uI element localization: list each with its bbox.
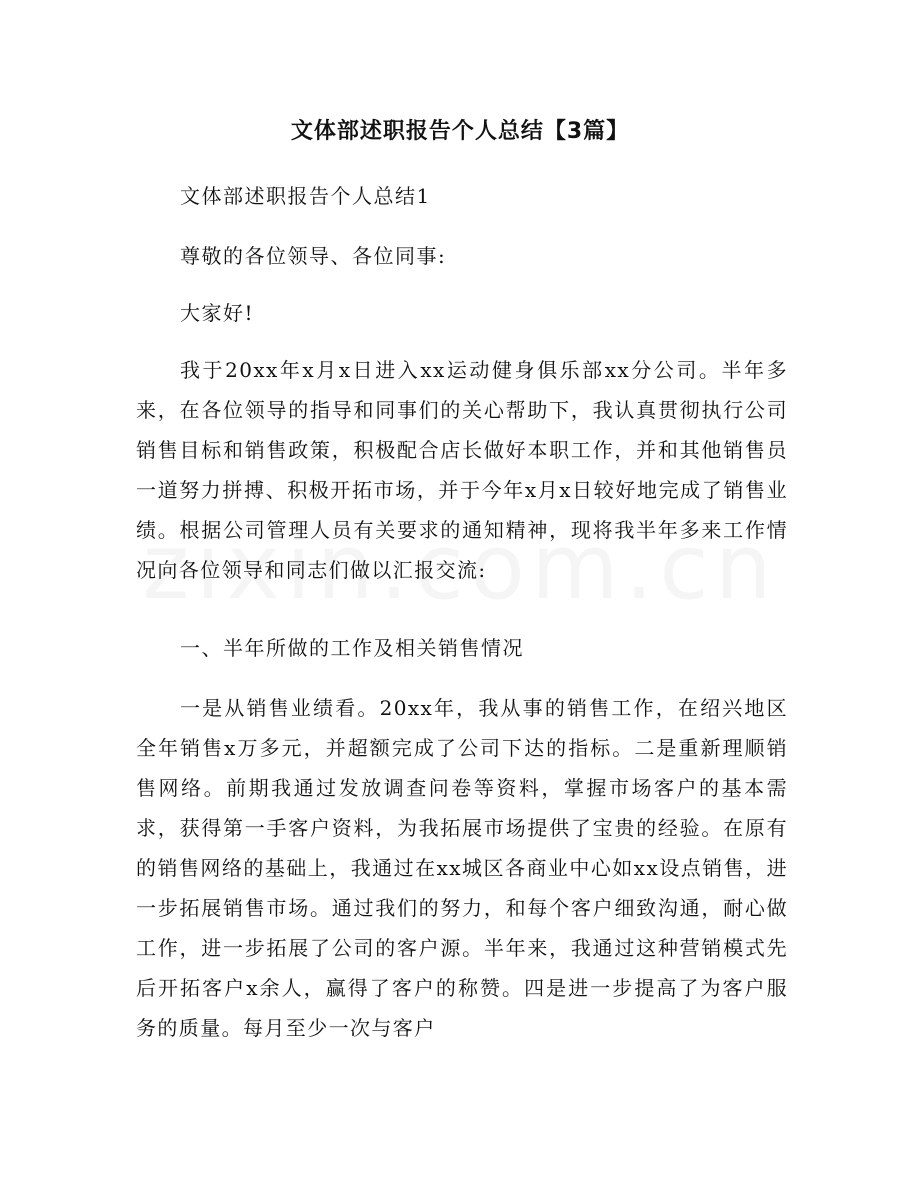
paragraph-intro: 我于20xx年x月x日进入xx运动健身俱乐部xx分公司。半年多来，在各位领导的指导和同事们的关心帮助下，我认真贯彻执行公司销售目标和销售政策，积极配合店长做好本职工作，并和其他销售员一道努力拼搏、积极开拓市场，并于今年x月x日较好地完成了销售业绩。根据公司管理人员有关要求的通知精神，现将我半年多来工作情况向各位领导和同志们做以汇报交流: bbox=[136, 358, 788, 582]
salutation: 尊敬的各位领导、各位同事: bbox=[180, 244, 447, 268]
paragraph-sales-performance: 一是从销售业绩看。20xx年，我从事的销售工作，在绍兴地区全年销售x万多元，并超额完成了公司下达的指标。二是重新理顺销售网络。前期我通过发放调查问卷等资料，掌握市场客户的基本需求，获得第一手客户资料，为我拓展市场提供了宝贵的经验。在原有的销售网络的基础上，我通过在xx城区各商业中心如xx设点销售，进一步拓展销售市场。通过我们的努力，和每个客户细致沟通，耐心做工作，进一步拓展了公司的客户源。半年来，我通过这种营销模式先后开拓客户x余人，赢得了客户的称赞。四是进一步提高了为客户服务的质量。每月至少一次与客户 bbox=[136, 696, 788, 1040]
document-title: 文体部述职报告个人总结【3篇】 bbox=[290, 119, 630, 144]
greeting: 大家好! bbox=[180, 301, 255, 325]
section-heading: 文体部述职报告个人总结1 bbox=[180, 184, 431, 208]
subheading-work-summary: 一、半年所做的工作及相关销售情况 bbox=[180, 636, 524, 660]
